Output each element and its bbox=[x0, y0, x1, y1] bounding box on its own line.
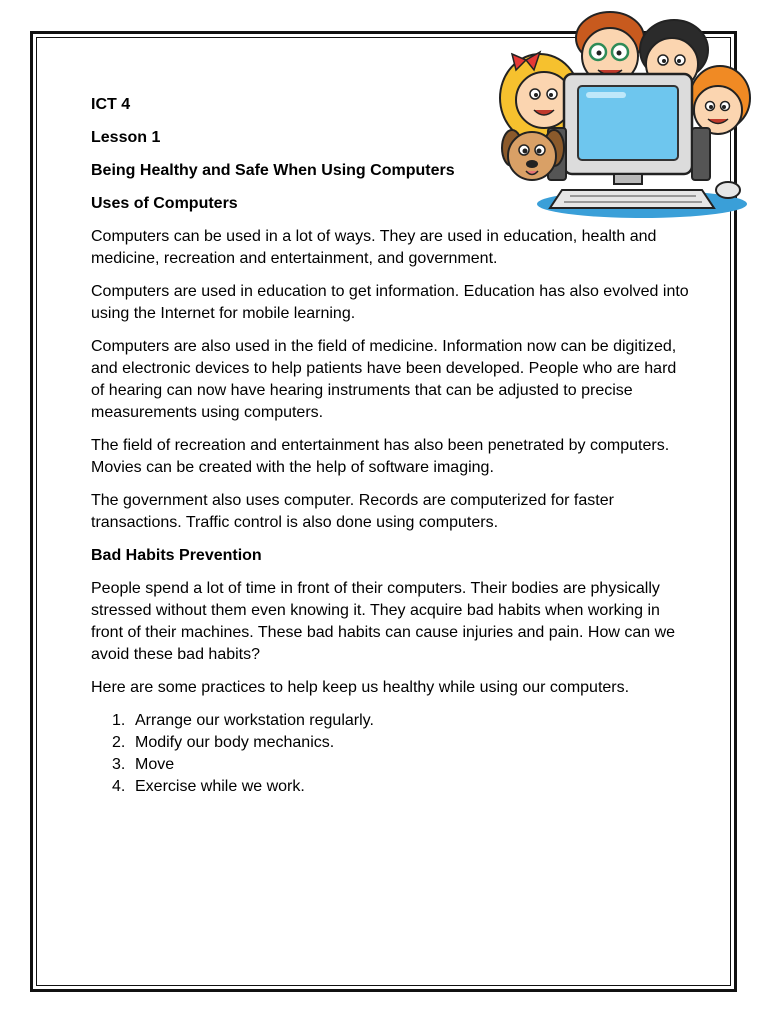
paragraph: Computers can be used in a lot of ways. They are used in education, health and medicine, recreation and entertainment, and government. bbox=[91, 228, 657, 267]
lesson-heading: Lesson 1 bbox=[91, 129, 161, 146]
list-item-text: Arrange our workstation regularly. bbox=[135, 712, 374, 729]
subject-heading: ICT 4 bbox=[91, 96, 131, 113]
list-item-number: 4. bbox=[112, 778, 126, 795]
list-item bbox=[91, 732, 691, 754]
lesson-title: Being Healthy and Safe When Using Computers bbox=[91, 162, 455, 179]
list-item-text: Exercise while we work. bbox=[135, 778, 305, 795]
document-body bbox=[91, 94, 691, 798]
list-item bbox=[91, 710, 691, 732]
list-item-text: Modify our body mechanics. bbox=[135, 734, 335, 751]
paragraph: The government also uses computer. Records are computerized for faster transactions. Traffic control is also done using computers. bbox=[91, 492, 614, 531]
section-heading-bad-habits: Bad Habits Prevention bbox=[91, 547, 262, 564]
section-heading-uses: Uses of Computers bbox=[91, 195, 238, 212]
paragraph: Here are some practices to help keep us healthy while using our computers. bbox=[91, 679, 630, 696]
list-item-number: 2. bbox=[112, 734, 126, 751]
paragraph: Computers are also used in the field of medicine. Information now can be digitized, and electronic devices to help patients have been developed. People who are hard of hearing can now have hearing instruments that can be adjusted to precise measurements using computers. bbox=[91, 338, 677, 421]
practices-list bbox=[91, 710, 691, 798]
paragraph: People spend a lot of time in front of their computers. Their bodies are physically stressed without them even knowing it. They acquire bad habits when working in front of their machines. These bad habits can cause injuries and pain. How can we avoid these bad habits? bbox=[91, 580, 676, 663]
list-item bbox=[91, 776, 691, 798]
paragraph: Computers are used in education to get information. Education has also evolved into using the Internet for mobile learning. bbox=[91, 283, 689, 322]
list-item bbox=[91, 754, 691, 776]
list-item-number: 1. bbox=[112, 712, 126, 729]
paragraph: The field of recreation and entertainment has also been penetrated by computers. Movies can be created with the help of software imaging. bbox=[91, 437, 670, 476]
list-item-text: Move bbox=[135, 756, 175, 773]
list-item-number: 3. bbox=[112, 756, 126, 773]
